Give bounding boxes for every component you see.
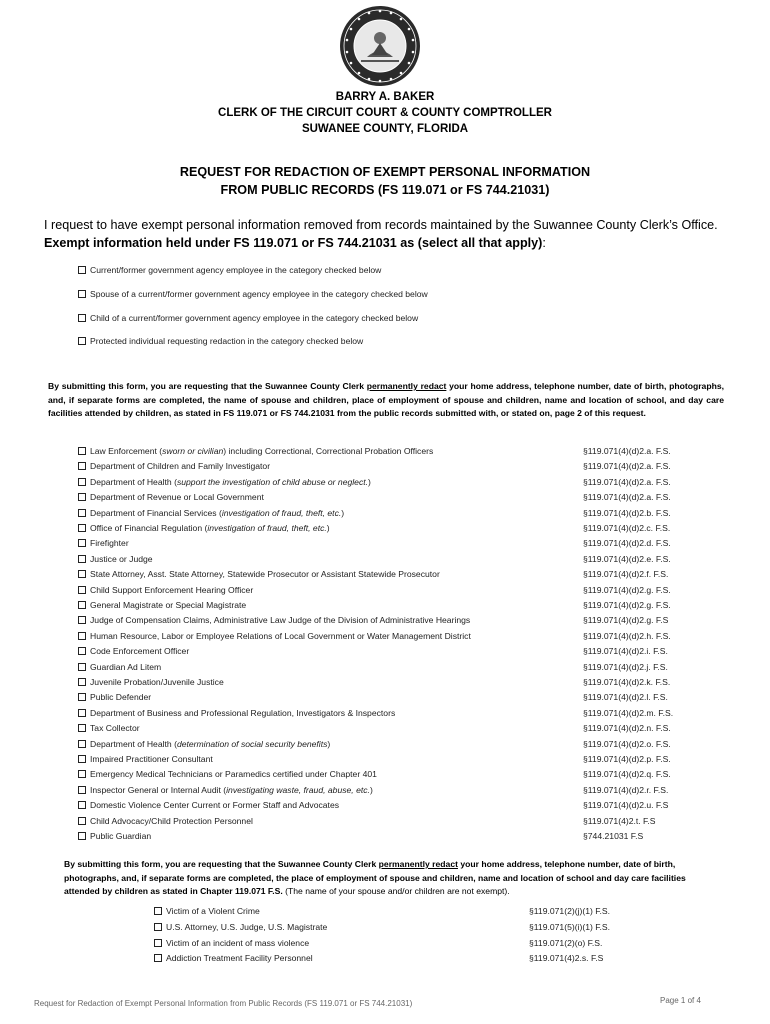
checkbox[interactable]	[78, 555, 86, 563]
checkbox[interactable]	[78, 678, 86, 686]
category-label	[78, 523, 330, 533]
category-row[interactable]	[78, 477, 682, 492]
checkbox[interactable]	[78, 616, 86, 624]
checkbox[interactable]	[78, 647, 86, 655]
redaction-notice	[48, 380, 724, 421]
checkbox[interactable]	[154, 954, 162, 962]
checkbox[interactable]	[78, 755, 86, 763]
option-label: Child of a current/former government agency employee in the category checked below	[90, 313, 419, 323]
category-label	[78, 585, 253, 595]
requester-option[interactable]	[78, 313, 418, 323]
category-text: Department of Health (	[90, 476, 177, 487]
statute-reference: §119.071(5)(i)(1) F.S.	[529, 921, 611, 932]
statute-reference: §119.071(4)(d)2.j. F.S.	[583, 661, 668, 672]
category-text: State Attorney, Asst. State Attorney, Statewide Prosecutor or Assistant Statewide Prosecutor	[90, 569, 440, 580]
category-text: Victim of a Violent Crime	[166, 906, 260, 916]
category-label	[78, 816, 253, 826]
category-row[interactable]	[78, 692, 682, 707]
category-row[interactable]	[78, 785, 682, 800]
checkbox[interactable]	[78, 509, 86, 517]
checkbox[interactable]	[78, 724, 86, 732]
category-label	[78, 739, 330, 749]
category-row[interactable]	[78, 600, 682, 615]
category-text-end: )	[326, 523, 330, 533]
category-text: Law Enforcement (	[90, 446, 163, 456]
category-label	[78, 492, 264, 502]
clerk-title: CLERK OF THE CIRCUIT COURT & COUNTY COMPTROLLER	[218, 107, 552, 119]
county-name: SUWANEE COUNTY, FLORIDA	[301, 123, 469, 135]
statute-reference: §119.071(4)(d)2.o. F.S.	[583, 738, 671, 749]
category-row[interactable]	[78, 446, 682, 461]
category-row[interactable]	[78, 631, 682, 646]
page-number: Page 1 of 4	[660, 996, 701, 1005]
checkbox[interactable]	[78, 740, 86, 748]
statute-reference: §119.071(4)(d)2.a. F.S.	[583, 446, 671, 456]
category-text: Public Defender	[90, 692, 152, 703]
checkbox[interactable]	[78, 801, 86, 809]
checkbox[interactable]	[78, 524, 86, 532]
notice-text: By submitting this form, you are requesting that the Suwannee County Clerk	[64, 859, 379, 869]
category-text: Addiction Treatment Facility Personnel	[166, 953, 313, 964]
category-detail: investigation of fraud, theft, etc.	[221, 507, 342, 518]
category-label	[78, 662, 161, 672]
statute-reference: §119.071(4)(d)2.a. F.S.	[583, 492, 671, 503]
checkbox[interactable]	[78, 632, 86, 640]
statute-reference: §119.071(4)(d)2.p. F.S.	[583, 754, 671, 764]
category-row[interactable]	[78, 508, 682, 523]
footer-title: Request for Redaction of Exempt Personal Information from Public Records (FS 119.071 or FS 744.21031)	[34, 999, 413, 1008]
category-row[interactable]	[78, 554, 682, 569]
category-text: Child Advocacy/Child Protection Personnel	[90, 815, 253, 826]
statute-reference: §119.071(4)2.t. F.S	[583, 815, 656, 826]
checkbox[interactable]	[78, 663, 86, 671]
notice-text-cont: your home address, telephone number, date of birth, photographs, and, if separate forms are completed, the place of employment of spouse and children, name and location of school and day care facilities attended by children as stated in Chapter 119.071 F.S.	[64, 859, 686, 897]
category-row[interactable]	[78, 739, 682, 754]
statute-reference: §119.071(4)(d)2.k. F.S.	[583, 677, 671, 687]
form-title-line1: REQUEST FOR REDACTION OF EXEMPT PERSONAL INFORMATION	[179, 165, 591, 179]
category-text-end: )	[327, 738, 331, 749]
statute-reference: §119.071(2)(j)(1) F.S.	[529, 906, 611, 916]
category-label	[78, 769, 377, 779]
category-text: General Magistrate or Special Magistrate	[90, 600, 247, 610]
checkbox[interactable]	[78, 447, 86, 455]
category-text: Department of Children and Family Investigator	[90, 461, 271, 472]
category-detail: support the investigation of child abuse or neglect.	[176, 476, 369, 487]
notice-text: By submitting this form, you are requesting that the Suwannee County Clerk	[48, 381, 367, 391]
statute-reference: §119.071(4)(d)2.r. F.S.	[583, 784, 669, 795]
category-text: Domestic Violence Center Current or Former Staff and Advocates	[90, 800, 340, 811]
notice-emphasis: permanently redact	[366, 381, 447, 391]
category-label	[78, 615, 470, 625]
statute-reference: §119.071(4)(d)2.f. F.S.	[583, 569, 669, 580]
checkbox[interactable]	[78, 462, 86, 470]
category-label	[78, 723, 140, 733]
category-label	[78, 600, 246, 610]
intro-text: I request to have exempt personal information removed from records maintained by the Suwannee County Clerk’s Office.	[44, 218, 718, 232]
category-label	[154, 953, 313, 963]
checkbox[interactable]	[78, 570, 86, 578]
checkbox[interactable]	[78, 266, 86, 274]
category-label	[78, 831, 151, 841]
category-label	[78, 508, 344, 518]
category-text: Department of Revenue or Local Government	[90, 492, 264, 503]
statute-reference: §119.071(4)(d)2.i. F.S.	[583, 646, 668, 657]
checkbox[interactable]	[78, 586, 86, 594]
clerk-name: BARRY A. BAKER	[335, 91, 435, 103]
checkbox[interactable]	[78, 337, 86, 345]
category-label	[78, 646, 189, 656]
category-label	[78, 692, 151, 702]
notice-emphasis: permanently redact	[378, 859, 458, 869]
category-row[interactable]	[78, 723, 682, 738]
statute-reference: §119.071(4)(d)2.b. F.S.	[583, 507, 671, 518]
category-row[interactable]	[78, 769, 682, 784]
category-row[interactable]	[78, 708, 682, 723]
category-row[interactable]	[78, 569, 682, 584]
category-row[interactable]	[78, 677, 682, 692]
category-text: Tax Collector	[90, 723, 140, 734]
category-text: Impaired Practitioner Consultant	[90, 754, 213, 764]
category-text: Human Resource, Labor or Employee Relations of Local Government or Water Management District	[90, 630, 471, 641]
category-detail: investigation of fraud, theft, etc.	[207, 523, 327, 533]
notice-note: (The name of your spouse and/or children are not exempt).	[282, 886, 510, 897]
category-row[interactable]	[78, 831, 682, 846]
statute-reference: §119.071(4)(d)2.h. F.S.	[583, 630, 671, 641]
category-label	[78, 677, 224, 687]
category-text: Guardian Ad Litem	[90, 661, 162, 672]
redaction-notice-2	[64, 858, 714, 899]
option-label: Current/former government agency employee in the category checked below	[90, 265, 382, 275]
option-label: Spouse of a current/former government agency employee in the category checked below	[90, 289, 428, 299]
category-text: Judge of Compensation Claims, Administrative Law Judge of the Division of Administrative Hearings	[90, 615, 471, 626]
intro-bold: Exempt information held under FS 119.071 or FS 744.21031 as (select all that apply)	[44, 236, 543, 250]
checkbox[interactable]	[154, 939, 162, 947]
county-seal	[339, 5, 421, 87]
checkbox[interactable]	[78, 770, 86, 778]
category-row[interactable]	[78, 538, 682, 553]
category-label	[78, 708, 395, 718]
category-label	[154, 922, 327, 932]
category-row[interactable]	[78, 585, 682, 600]
category-label	[78, 538, 129, 548]
category-label	[78, 800, 339, 810]
statute-reference: §119.071(4)(d)2.a. F.S.	[583, 461, 671, 472]
category-text: Department of Health (	[90, 738, 177, 749]
statute-reference: §119.071(4)(d)2.c. F.S.	[583, 523, 671, 533]
category-label	[78, 477, 371, 487]
statute-reference: §119.071(2)(o) F.S.	[529, 937, 603, 948]
statute-reference: §744.21031 F.S	[583, 831, 644, 841]
statute-reference: §119.071(4)(d)2.g. F.S	[583, 615, 669, 626]
checkbox[interactable]	[78, 709, 86, 717]
statute-reference: §119.071(4)(d)2.l. F.S.	[583, 692, 668, 703]
category-text: Victim of an incident of mass violence	[166, 937, 310, 948]
checkbox[interactable]	[78, 314, 86, 322]
statute-reference: §119.071(4)(d)2.n. F.S.	[583, 723, 671, 734]
category-label	[78, 631, 471, 641]
checkbox[interactable]	[154, 923, 162, 931]
form-title-line2: FROM PUBLIC RECORDS (FS 119.071 or FS 744.21031)	[220, 183, 550, 197]
category-text: U.S. Attorney, U.S. Judge, U.S. Magistrate	[166, 921, 328, 932]
requester-option[interactable]	[78, 336, 363, 346]
category-label	[78, 554, 153, 564]
checkbox[interactable]	[78, 693, 86, 701]
category-detail: sworn or civilian	[162, 446, 224, 456]
statute-reference: §119.071(4)(d)2.g. F.S.	[583, 584, 671, 595]
option-label: Protected individual requesting redaction in the category checked below	[90, 336, 364, 346]
category-text: Department of Financial Services (	[90, 507, 222, 518]
statute-reference: §119.071(4)(d)2.d. F.S.	[583, 538, 671, 549]
category-label	[154, 938, 309, 948]
checkbox[interactable]	[78, 817, 86, 825]
category-label	[78, 461, 270, 471]
category-label	[78, 446, 433, 456]
category-text: Juvenile Probation/Juvenile Justice	[90, 677, 224, 687]
category-row[interactable]	[154, 953, 644, 968]
category-row[interactable]	[154, 906, 644, 921]
statute-reference: §119.071(4)(d)2.u. F.S	[583, 800, 669, 811]
category-row[interactable]	[78, 492, 682, 507]
category-text-end: ) including Correctional, Correctional Probation Officers	[223, 446, 434, 456]
statute-reference: §119.071(4)(d)2.m. F.S.	[583, 707, 674, 718]
category-text: Office of Financial Regulation (	[90, 523, 208, 533]
category-row[interactable]	[78, 662, 682, 677]
checkbox[interactable]	[78, 493, 86, 501]
category-row[interactable]	[78, 615, 682, 630]
checkbox[interactable]	[78, 786, 86, 794]
checkbox[interactable]	[78, 601, 86, 609]
category-text: Code Enforcement Officer	[90, 646, 190, 657]
category-label	[154, 906, 260, 916]
checkbox[interactable]	[78, 539, 86, 547]
category-row[interactable]	[78, 523, 682, 538]
statute-reference: §119.071(4)(d)2.e. F.S.	[583, 553, 671, 564]
category-row[interactable]	[78, 646, 682, 661]
category-row[interactable]	[78, 754, 682, 769]
category-label	[78, 569, 440, 579]
category-label	[78, 785, 373, 795]
category-text-end: )	[369, 784, 373, 795]
intro-tail: :	[542, 236, 546, 250]
statute-reference: §119.071(4)(d)2.a. F.S.	[583, 476, 671, 487]
checkbox[interactable]	[78, 832, 86, 840]
category-text: Department of Business and Professional Regulation, Investigators & Inspectors	[90, 707, 396, 718]
checkbox[interactable]	[154, 907, 162, 915]
category-row[interactable]	[154, 922, 644, 937]
checkbox[interactable]	[78, 478, 86, 486]
category-text: Inspector General or Internal Audit (	[90, 784, 227, 795]
statute-reference: §119.071(4)(d)2.q. F.S.	[583, 769, 671, 780]
category-text: Justice or Judge	[90, 553, 153, 564]
category-row[interactable]	[78, 800, 682, 815]
category-label	[78, 754, 213, 764]
category-text-end: )	[368, 476, 371, 487]
category-row[interactable]	[154, 938, 644, 953]
category-row[interactable]	[78, 816, 682, 831]
intro-paragraph	[44, 216, 734, 252]
notice-text-cont: your home address, telephone number, date of birth, photographs, and, if separate forms are completed, the name of spouse and children, place of employment of spouse and children, name and location of school, and day care facilities attended by children, as stated in FS 119.071 or FS 744.21031 from the public records submitted with, or stated on, page 2 of this request.	[48, 381, 724, 419]
category-text: Emergency Medical Technicians or Paramedics certified under Chapter 401	[90, 769, 377, 780]
category-text: Public Guardian	[90, 831, 152, 841]
category-text: Child Support Enforcement Hearing Officer	[90, 584, 254, 595]
category-row[interactable]	[78, 461, 682, 476]
category-text-end: )	[341, 507, 345, 518]
category-text: Firefighter	[90, 538, 129, 549]
category-detail: investigating waste, fraud, abuse, etc.	[226, 784, 370, 795]
statute-reference: §119.071(4)2.s. F.S	[529, 953, 604, 964]
category-detail: determination of social security benefits	[176, 738, 328, 749]
checkbox[interactable]	[78, 290, 86, 298]
statute-reference: §119.071(4)(d)2.g. F.S.	[583, 600, 671, 610]
requester-option[interactable]	[78, 289, 428, 299]
requester-option[interactable]	[78, 265, 381, 275]
